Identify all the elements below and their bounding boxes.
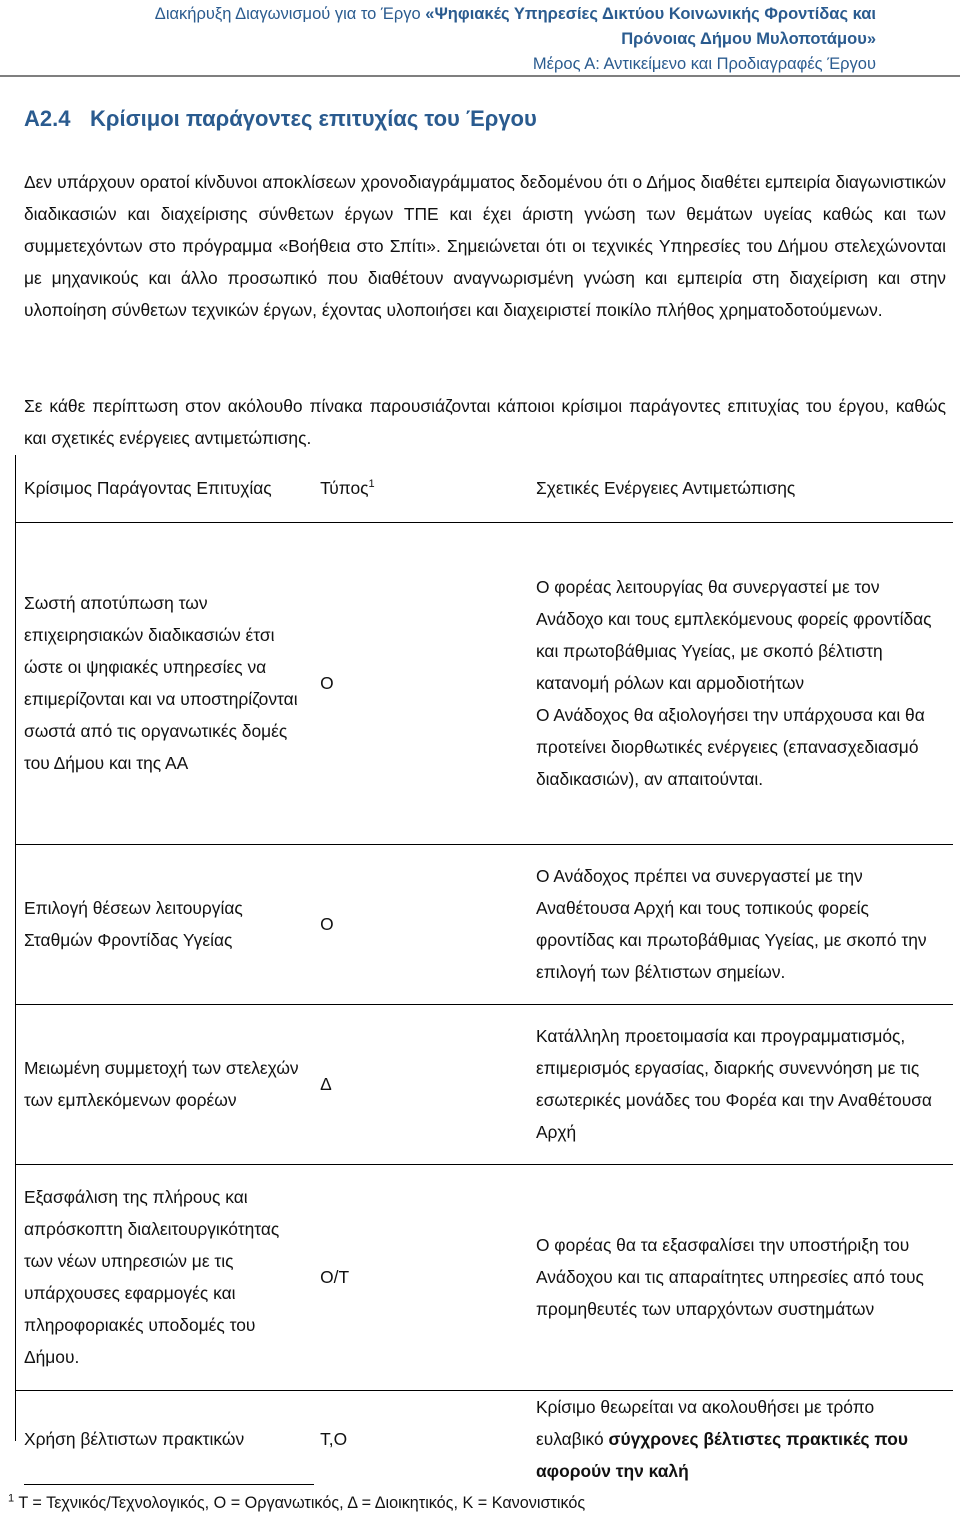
type-cell: Τ,Ο (320, 1429, 348, 1450)
actions-bold-text: σύγχρονες βέλτιστες πρακτικές που αφορούν την καλή (535, 1429, 908, 1482)
actions-cell: Κρίσιμο θεωρείται να ακολουθήσει με τρόπο ευλαβικό σύγχρονες βέλτιστες πρακτικές που αφορούν την καλή (535, 1397, 908, 1482)
document-header (36, 2, 876, 77)
table-row (15, 1004, 953, 1164)
section-heading (24, 106, 537, 132)
actions-text-a: Ο φορέας λειτουργίας θα συνεργαστεί με τον Ανάδοχο και τους εμπλεκόμενους φορείς φροντίδας και πρωτοβάθμιας Υγείας, με σκοπό βέλτιστη κατανομή ρόλων και αρμοδιοτήτων (535, 577, 932, 693)
type-cell: Δ (311, 1004, 527, 1164)
type-cell: Ο (311, 522, 527, 844)
factor-cell: Σωστή αποτύπωση των επιχειρησιακών διαδικασιών έτσι ώστε οι ψηφιακές υπηρεσίες να επιμερίζονται και να υποστηρίζονται σωστά από τις οργανωτικές δομές του Δήμου και της ΑΑ (15, 522, 311, 844)
section-number: Α2.4 (24, 106, 71, 131)
paragraph-table-intro: Σε κάθε περίπτωση στον ακόλουθο πίνακα παρουσιάζονται κάποιοι κρίσιμοι παράγοντες επιτυχίας του έργου, καθώς και σχετικές ενέργειες αντιμετώπισης. (24, 396, 946, 448)
type-cell: Ο (311, 844, 527, 1004)
actions-cell: Ο φορέας θα τα εξασφαλίσει την υποστήριξη του Ανάδοχου και τις απαραίτητες υπηρεσίες από τους προμηθευτές των υπαρχόντων συστημάτων (527, 1164, 953, 1390)
table-row (15, 1164, 953, 1390)
factor-cell: Μειωμένη συμμετοχή των στελεχών των εμπλεκόμενων φορέων (15, 1004, 311, 1164)
type-cell: Ο/Τ (311, 1164, 527, 1390)
factor-cell: Χρήση βέλτιστων πρακτικών (24, 1429, 245, 1450)
header-divider (0, 75, 960, 77)
table-row (15, 522, 953, 844)
header-actions: Σχετικές Ενέργειες Αντιμετώπισης (527, 454, 953, 522)
footnote-mark: 1 (8, 1492, 15, 1505)
factor-cell: Επιλογή θέσεων λειτουργίας Σταθμών Φροντίδας Υγείας (15, 844, 311, 1004)
success-factors-table (15, 454, 953, 1488)
actions-cell (527, 522, 953, 844)
table-row (15, 1390, 953, 1488)
footnote-divider (24, 1484, 314, 1485)
header-line-3: Μέρος Α: Αντικείμενο και Προδιαγραφές Έργου (532, 55, 876, 73)
paragraph-intro: Δεν υπάρχουν ορατοί κίνδυνοι αποκλίσεων χρονοδιαγράμματος δεδομένου ότι ο Δήμος διαθέτει εμπειρία διαγωνιστικών διαδικασιών και διαχείρισης σύνθετων έργων ΤΠΕ και έχει άριστη γνώση των θεμάτων υγείας καθώς και των συμμετεχόντων στο πρόγραμμα «Βοήθεια στο Σπίτι». Σημειώνεται ότι οι τεχνικές Υπηρεσίες του Δήμου στελεχώνονται με μηχανικούς και άλλο προσωπικό που διαθέτουν αναγνωρισμένη γνώση και εμπειρία στη διαχείριση και στην υλοποίηση σύνθετων τεχνικών έργων, έχοντας υλοποιήσει και διαχειριστεί ποικίλο πλήθος χρηματοδοτούμενων. (24, 172, 946, 320)
actions-text-b: Ο Ανάδοχος θα αξιολογήσει την υπάρχουσα και θα προτείνει διορθωτικές ενέργειες (επανασχεδιασμό διαδικασιών), αν απαιτούνται. (535, 705, 925, 789)
header-line-1: Διακήρυξη Διαγωνισμού για το Έργο «Ψηφιακές Υπηρεσίες Δικτύου Κοινωνικής Φροντίδας και (154, 5, 876, 23)
footnote-text: Τ = Τεχνικός/Τεχνολογικός, Ο = Οργανωτικός, Δ = Διοικητικός, Κ = Κανονιστικός (14, 1494, 586, 1512)
header-type: Τύπος$^1$ (311, 454, 527, 522)
header-line-2: Πρόνοιας Δήμου Μυλοποτάμου» (621, 30, 876, 48)
actions-cell: Ο Ανάδοχος πρέπει να συνεργαστεί με την Αναθέτουσα Αρχή και τους τοπικούς φορείς φροντίδας και πρωτοβάθμιας Υγείας, με σκοπό την επιλογή των βέλτιστων σημείων. (527, 844, 953, 1004)
section-title-text: Κρίσιμοι παράγοντες επιτυχίας του Έργου (90, 106, 537, 131)
header-factor: Κρίσιμος Παράγοντας Επιτυχίας (15, 454, 311, 522)
table-row (15, 844, 953, 1004)
actions-cell: Κατάλληλη προετοιμασία και προγραμματισμός, επιμερισμός εργασίας, διαρκής συνεννόηση με τις εσωτερικές μονάδες του Φορέα και την Αναθέτουσα Αρχή (527, 1004, 953, 1164)
footnote (8, 1494, 585, 1513)
footnote-ref: 1 (368, 477, 375, 490)
factor-cell: Εξασφάλιση της πλήρους και απρόσκοπτη διαλειτουργικότητας των νέων υπηρεσιών με τις υπάρχουσες εφαρμογές και πληροφοριακές υποδομές του Δήμου. (15, 1164, 311, 1390)
table-header-row (15, 454, 953, 522)
